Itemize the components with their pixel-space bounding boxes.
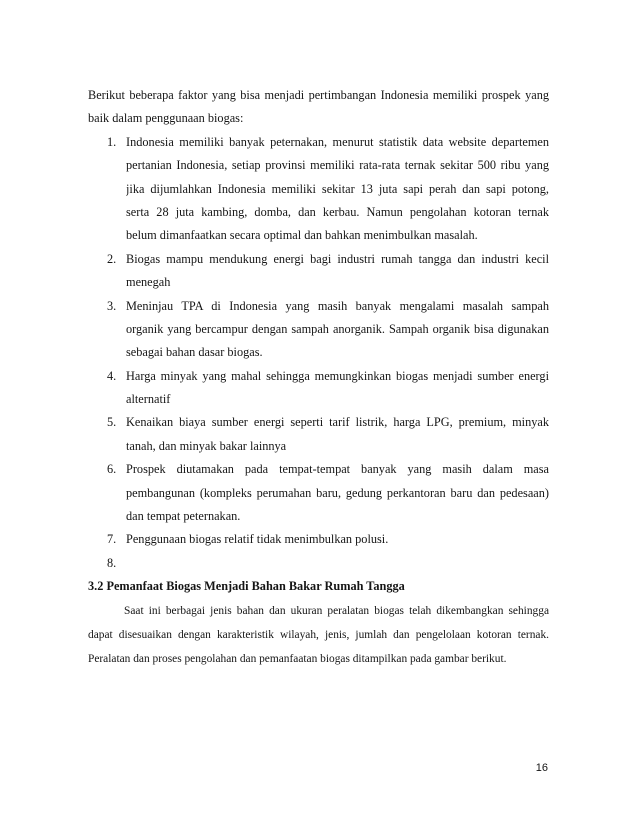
list-item-line: tanah, dan minyak bakar lainnya bbox=[126, 438, 287, 453]
list-item-line: belum dimanfaatkan secara optimal dan bahkan menimbulkan masalah. bbox=[126, 228, 478, 243]
list-item-line: Harga minyak yang mahal sehingga memungkinkan biogas menjadi sumber energi bbox=[126, 368, 549, 383]
list-number: 4. bbox=[107, 368, 117, 383]
paragraph-line: dapat disesuaikan dengan karakteristik wilayah, jenis, jumlah dan pengelolaan kotoran ternak. bbox=[88, 628, 549, 641]
list-number: 6. bbox=[107, 462, 117, 477]
list-item-line: pembangunan (kompleks perumahan baru, gedung perkantoran baru dan pedesaan) bbox=[126, 485, 549, 500]
list-item-8 bbox=[0, 552, 638, 575]
list-item-line: jika dijumlahkan Indonesia memiliki sekitar 13 juta sapi perah dan sapi potong, bbox=[126, 181, 549, 196]
section-heading: 3.2 Pemanfaat Biogas Menjadi Bahan Bakar Rumah Tangga bbox=[88, 579, 405, 594]
list-number: 7. bbox=[107, 532, 117, 547]
list-item-6 bbox=[0, 458, 638, 528]
paragraph-line: Saat ini berbagai jenis bahan dan ukuran peralatan biogas telah dikembangkan sehingga bbox=[124, 604, 549, 617]
list-item-line: dan tempat peternakan. bbox=[126, 509, 241, 524]
list-item-5 bbox=[0, 411, 638, 458]
list-item-2 bbox=[0, 248, 638, 295]
list-item-line: Penggunaan biogas relatif tidak menimbulkan polusi. bbox=[126, 532, 389, 547]
list-item-line: pertanian Indonesia, setiap provinsi memiliki rata-rata ternak sekitar 500 ribu yang bbox=[126, 158, 549, 173]
list-item-line: alternatif bbox=[126, 392, 171, 407]
intro-paragraph bbox=[0, 84, 638, 131]
list-item-empty-line bbox=[126, 552, 549, 575]
list-item-line: menegah bbox=[126, 275, 171, 290]
list-number: 8. bbox=[107, 555, 117, 570]
list-item-line: organik yang bercampur dengan sampah anorganik. Sampah organik bisa digunakan bbox=[126, 321, 549, 336]
page-content bbox=[0, 84, 638, 671]
page-number: 16 bbox=[535, 762, 548, 774]
list-item-line: Meninjau TPA di Indonesia yang masih banyak mengalami masalah sampah bbox=[126, 298, 549, 313]
list-item-line: Prospek diutamakan pada tempat-tempat banyak yang masih dalam masa bbox=[126, 462, 549, 477]
list-number: 2. bbox=[107, 251, 117, 266]
list-item-line: Biogas mampu mendukung energi bagi industri rumah tangga dan industri kecil bbox=[126, 251, 549, 266]
list-item-line: Kenaikan biaya sumber energi seperti tarif listrik, harga LPG, premium, minyak bbox=[126, 415, 549, 430]
list-item-7 bbox=[0, 528, 638, 551]
list-item-line: serta 28 juta kambing, domba, dan kerbau. Namun pengolahan kotoran ternak bbox=[126, 204, 549, 219]
list-number: 3. bbox=[107, 298, 117, 313]
list-item-4 bbox=[0, 365, 638, 412]
list-item-line: Indonesia memiliki banyak peternakan, menurut statistik data website departemen bbox=[126, 134, 549, 149]
paragraph-line: Peralatan dan proses pengolahan dan pemanfaatan biogas ditampilkan pada gambar berikut. bbox=[88, 653, 507, 666]
list-number: 5. bbox=[107, 415, 117, 430]
list-item-line: sebagai bahan dasar biogas. bbox=[126, 345, 263, 360]
list-number: 1. bbox=[107, 134, 117, 149]
list-item-3 bbox=[0, 295, 638, 365]
list-item-1 bbox=[0, 131, 638, 248]
intro-line: Berikut beberapa faktor yang bisa menjadi pertimbangan Indonesia memiliki prospek yang bbox=[88, 88, 549, 102]
intro-line: baik dalam penggunaan biogas: bbox=[88, 111, 244, 126]
section-heading-block bbox=[0, 575, 638, 598]
section-paragraph bbox=[0, 599, 638, 672]
